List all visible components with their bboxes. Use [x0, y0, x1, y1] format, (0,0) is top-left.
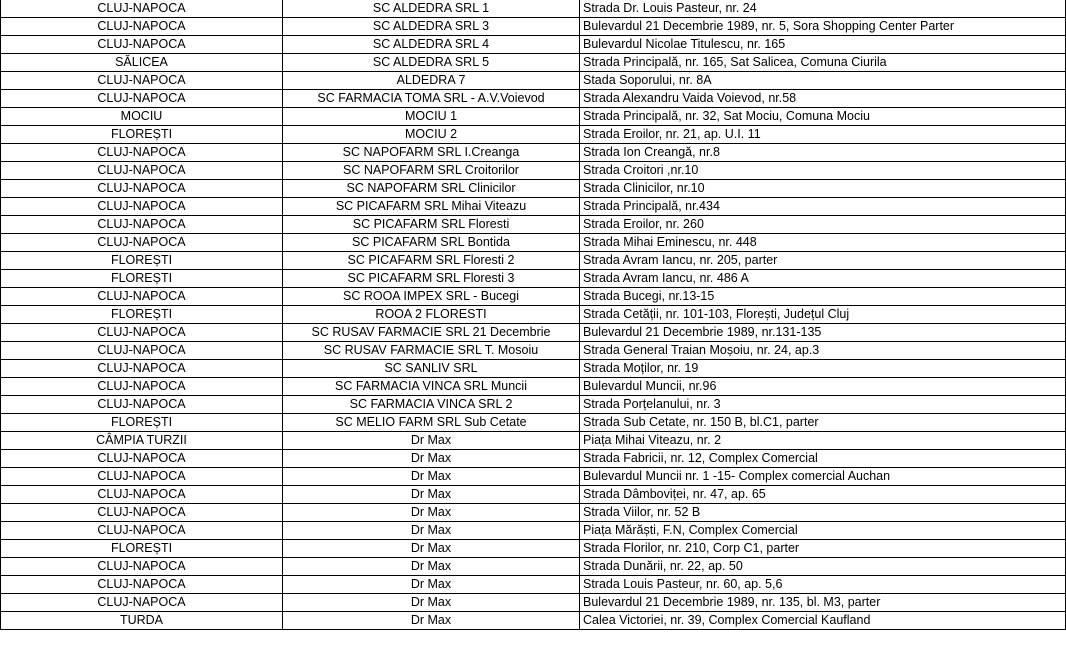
city-cell: FLOREȘTI [1, 414, 283, 432]
table-row [1, 216, 1066, 234]
city-cell: TURDA [1, 612, 283, 630]
address-cell: Strada Dunării, nr. 22, ap. 50 [580, 558, 1066, 576]
table-body [1, 0, 1066, 630]
city-cell: CLUJ-NAPOCA [1, 0, 283, 18]
city-cell: CLUJ-NAPOCA [1, 360, 283, 378]
address-cell: Strada Florilor, nr. 210, Corp C1, parter [580, 540, 1066, 558]
city-cell: CLUJ-NAPOCA [1, 198, 283, 216]
pharmacy-name-cell: SC NAPOFARM SRL Croitorilor [283, 162, 580, 180]
pharmacy-name-cell: SC NAPOFARM SRL Clinicilor [283, 180, 580, 198]
table-row [1, 162, 1066, 180]
city-cell: CLUJ-NAPOCA [1, 450, 283, 468]
address-cell: Strada Bucegi, nr.13-15 [580, 288, 1066, 306]
pharmacy-name-cell: SC RUSAV FARMACIE SRL 21 Decembrie [283, 324, 580, 342]
pharmacy-name-cell: SC FARMACIA VINCA SRL Muncii [283, 378, 580, 396]
city-cell: CLUJ-NAPOCA [1, 396, 283, 414]
pharmacy-name-cell: MOCIU 2 [283, 126, 580, 144]
pharmacy-name-cell: SC ALDEDRA SRL 1 [283, 0, 580, 18]
pharmacy-name-cell: ALDEDRA 7 [283, 72, 580, 90]
address-cell: Strada Moților, nr. 19 [580, 360, 1066, 378]
address-cell: Strada Alexandru Vaida Voievod, nr.58 [580, 90, 1066, 108]
address-cell: Strada Principală, nr.434 [580, 198, 1066, 216]
city-cell: CLUJ-NAPOCA [1, 234, 283, 252]
city-cell: CLUJ-NAPOCA [1, 468, 283, 486]
address-cell: Piața Mărăști, F.N, Complex Comercial [580, 522, 1066, 540]
city-cell: FLOREȘTI [1, 126, 283, 144]
address-cell: Strada Principală, nr. 32, Sat Mociu, Comuna Mociu [580, 108, 1066, 126]
table-row [1, 0, 1066, 18]
pharmacy-name-cell: SC SANLIV SRL [283, 360, 580, 378]
table-row [1, 342, 1066, 360]
pharmacy-name-cell: SC ROOA IMPEX SRL - Bucegi [283, 288, 580, 306]
address-cell: Strada Louis Pasteur, nr. 60, ap. 5,6 [580, 576, 1066, 594]
city-cell: CLUJ-NAPOCA [1, 18, 283, 36]
table-row [1, 414, 1066, 432]
table-row [1, 90, 1066, 108]
address-cell: Strada Principală, nr. 165, Sat Salicea, Comuna Ciurila [580, 54, 1066, 72]
table-row [1, 306, 1066, 324]
address-cell: Piața Mihai Viteazu, nr. 2 [580, 432, 1066, 450]
city-cell: CLUJ-NAPOCA [1, 576, 283, 594]
table-row [1, 504, 1066, 522]
address-cell: Strada Cetății, nr. 101-103, Florești, Județul Cluj [580, 306, 1066, 324]
pharmacy-name-cell: SC RUSAV FARMACIE SRL T. Mosoiu [283, 342, 580, 360]
table-row [1, 486, 1066, 504]
pharmacy-name-cell: Dr Max [283, 468, 580, 486]
city-cell: CLUJ-NAPOCA [1, 216, 283, 234]
city-cell: CLUJ-NAPOCA [1, 486, 283, 504]
table-row [1, 144, 1066, 162]
address-cell: Strada Avram Iancu, nr. 486 A [580, 270, 1066, 288]
address-cell: Strada Avram Iancu, nr. 205, parter [580, 252, 1066, 270]
city-cell: CLUJ-NAPOCA [1, 378, 283, 396]
address-cell: Strada Fabricii, nr. 12, Complex Comercial [580, 450, 1066, 468]
table-row [1, 180, 1066, 198]
table-row [1, 54, 1066, 72]
pharmacy-name-cell: SC PICAFARM SRL Floresti 3 [283, 270, 580, 288]
city-cell: CLUJ-NAPOCA [1, 72, 283, 90]
address-cell: Bulevardul 21 Decembrie 1989, nr. 5, Sora Shopping Center Parter [580, 18, 1066, 36]
table-row [1, 396, 1066, 414]
address-cell: Strada Sub Cetate, nr. 150 B, bl.C1, parter [580, 414, 1066, 432]
address-cell: Bulevardul Nicolae Titulescu, nr. 165 [580, 36, 1066, 54]
address-cell: Strada Eroilor, nr. 260 [580, 216, 1066, 234]
pharmacy-name-cell: SC PICAFARM SRL Floresti [283, 216, 580, 234]
city-cell: CLUJ-NAPOCA [1, 594, 283, 612]
address-cell: Strada Croitori ,nr.10 [580, 162, 1066, 180]
city-cell: FLOREȘTI [1, 252, 283, 270]
pharmacy-name-cell: Dr Max [283, 486, 580, 504]
city-cell: CLUJ-NAPOCA [1, 504, 283, 522]
table-row [1, 522, 1066, 540]
table-row [1, 360, 1066, 378]
table-row [1, 36, 1066, 54]
pharmacy-name-cell: Dr Max [283, 540, 580, 558]
pharmacy-name-cell: SC ALDEDRA SRL 5 [283, 54, 580, 72]
address-cell: Stada Soporului, nr. 8A [580, 72, 1066, 90]
city-cell: CLUJ-NAPOCA [1, 180, 283, 198]
address-cell: Bulevardul 21 Decembrie 1989, nr. 135, bl. M3, parter [580, 594, 1066, 612]
address-cell: Bulevardul 21 Decembrie 1989, nr.131-135 [580, 324, 1066, 342]
address-cell: Calea Victoriei, nr. 39, Complex Comercial Kaufland [580, 612, 1066, 630]
table-row [1, 324, 1066, 342]
pharmacy-name-cell: Dr Max [283, 450, 580, 468]
city-cell: FLOREȘTI [1, 540, 283, 558]
address-cell: Strada Ion Creangă, nr.8 [580, 144, 1066, 162]
table-row [1, 378, 1066, 396]
table-row [1, 558, 1066, 576]
table-row [1, 18, 1066, 36]
pharmacy-name-cell: SC MELIO FARM SRL Sub Cetate [283, 414, 580, 432]
pharmacy-name-cell: Dr Max [283, 432, 580, 450]
pharmacy-name-cell: MOCIU 1 [283, 108, 580, 126]
table-row [1, 576, 1066, 594]
table-row [1, 234, 1066, 252]
pharmacy-name-cell: SC ALDEDRA SRL 3 [283, 18, 580, 36]
table-row [1, 108, 1066, 126]
table-row [1, 450, 1066, 468]
pharmacy-name-cell: SC FARMACIA VINCA SRL 2 [283, 396, 580, 414]
address-cell: Bulevardul Muncii, nr.96 [580, 378, 1066, 396]
pharmacy-name-cell: ROOA 2 FLORESTI [283, 306, 580, 324]
pharmacy-name-cell: Dr Max [283, 558, 580, 576]
pharmacy-name-cell: SC PICAFARM SRL Floresti 2 [283, 252, 580, 270]
pharmacy-name-cell: Dr Max [283, 576, 580, 594]
address-cell: Strada General Traian Moșoiu, nr. 24, ap.3 [580, 342, 1066, 360]
address-cell: Strada Viilor, nr. 52 B [580, 504, 1066, 522]
pharmacy-name-cell: SC PICAFARM SRL Mihai Viteazu [283, 198, 580, 216]
table-row [1, 288, 1066, 306]
table-row [1, 72, 1066, 90]
pharmacy-name-cell: Dr Max [283, 594, 580, 612]
city-cell: CLUJ-NAPOCA [1, 558, 283, 576]
city-cell: SĂLICEA [1, 54, 283, 72]
table-row [1, 540, 1066, 558]
city-cell: MOCIU [1, 108, 283, 126]
pharmacy-name-cell: SC PICAFARM SRL Bontida [283, 234, 580, 252]
address-cell: Strada Eroilor, nr. 21, ap. U.I. 11 [580, 126, 1066, 144]
table-row [1, 198, 1066, 216]
pharmacy-name-cell: SC NAPOFARM SRL I.Creanga [283, 144, 580, 162]
pharmacy-name-cell: SC FARMACIA TOMA SRL - A.V.Voievod [283, 90, 580, 108]
city-cell: FLOREȘTI [1, 306, 283, 324]
address-cell: Bulevardul Muncii nr. 1 -15- Complex comercial Auchan [580, 468, 1066, 486]
city-cell: CLUJ-NAPOCA [1, 288, 283, 306]
table-row [1, 432, 1066, 450]
city-cell: CLUJ-NAPOCA [1, 90, 283, 108]
city-cell: CÂMPIA TURZII [1, 432, 283, 450]
pharmacy-name-cell: SC ALDEDRA SRL 4 [283, 36, 580, 54]
city-cell: CLUJ-NAPOCA [1, 342, 283, 360]
city-cell: CLUJ-NAPOCA [1, 162, 283, 180]
address-cell: Strada Porțelanului, nr. 3 [580, 396, 1066, 414]
city-cell: CLUJ-NAPOCA [1, 522, 283, 540]
table-row [1, 612, 1066, 630]
address-cell: Strada Mihai Eminescu, nr. 448 [580, 234, 1066, 252]
table-row [1, 594, 1066, 612]
city-cell: CLUJ-NAPOCA [1, 36, 283, 54]
city-cell: CLUJ-NAPOCA [1, 324, 283, 342]
city-cell: CLUJ-NAPOCA [1, 144, 283, 162]
pharmacy-name-cell: Dr Max [283, 522, 580, 540]
pharmacy-name-cell: Dr Max [283, 504, 580, 522]
pharmacy-name-cell: Dr Max [283, 612, 580, 630]
table-row [1, 270, 1066, 288]
address-cell: Strada Dr. Louis Pasteur, nr. 24 [580, 0, 1066, 18]
table-row [1, 252, 1066, 270]
table-row [1, 126, 1066, 144]
address-cell: Strada Clinicilor, nr.10 [580, 180, 1066, 198]
city-cell: FLOREȘTI [1, 270, 283, 288]
table-row [1, 468, 1066, 486]
address-cell: Strada Dâmboviței, nr. 47, ap. 65 [580, 486, 1066, 504]
